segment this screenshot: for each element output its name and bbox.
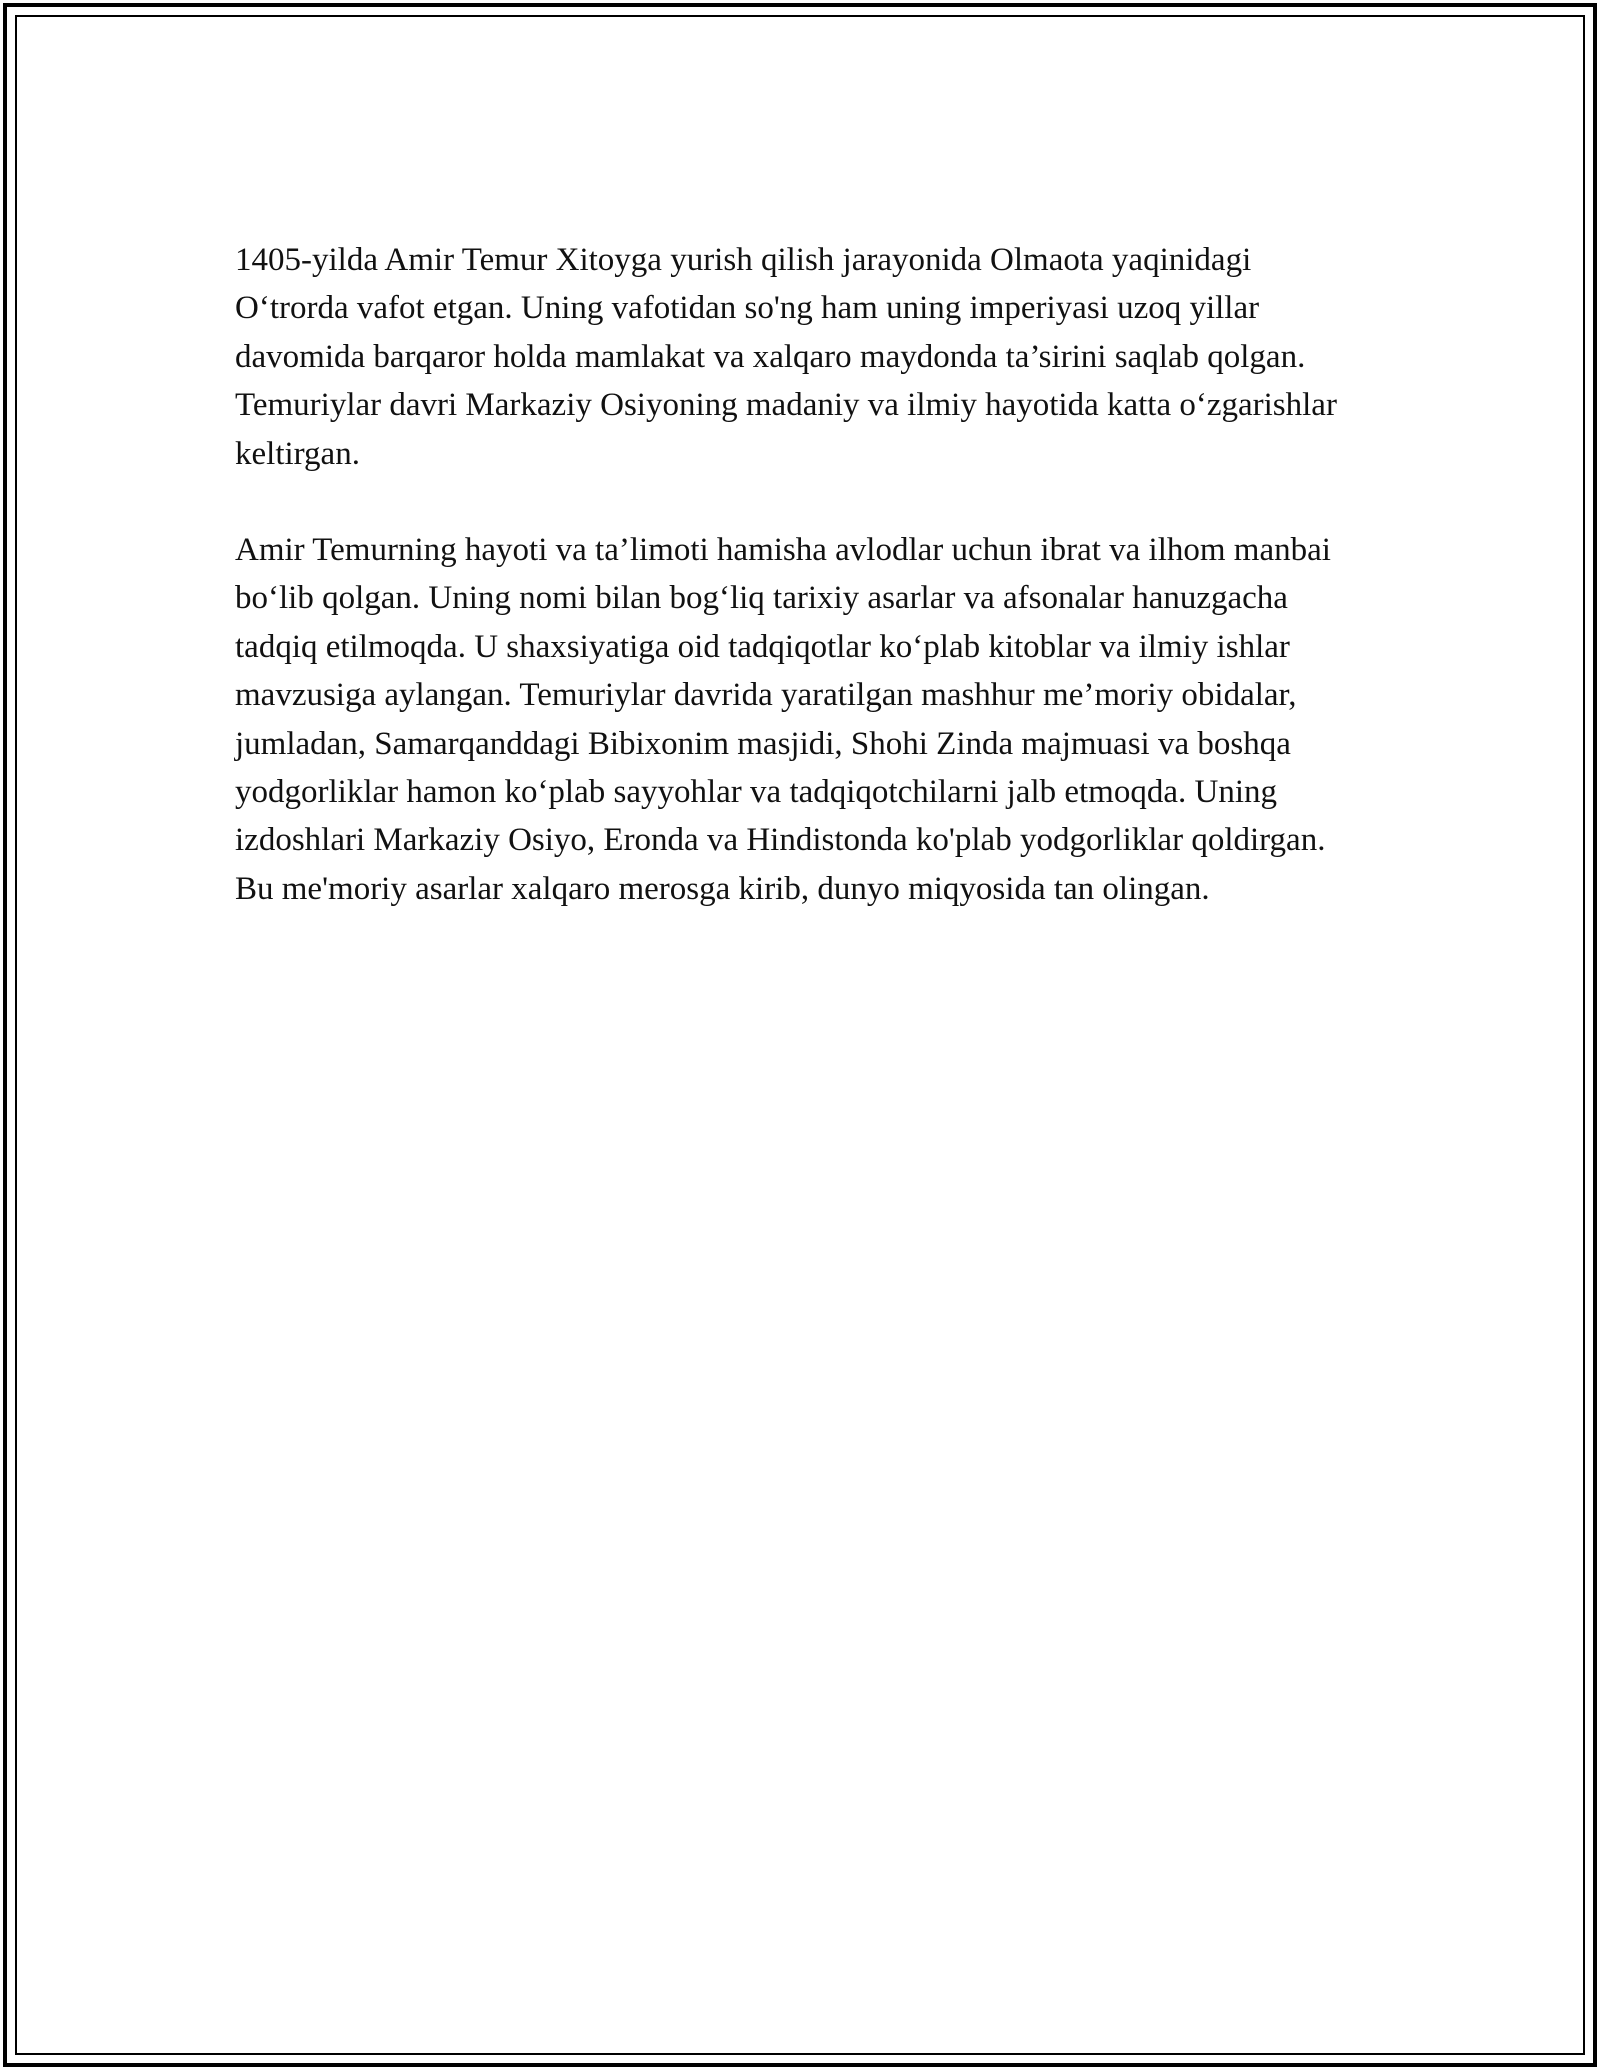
- paragraph-2: Amir Temurning hayoti va ta’limoti hamisha avlodlar uchun ibrat va ilhom manbai bo‘lib qolgan. Uning nomi bilan bog‘liq tarixiy asarlar va afsonalar hanuzgacha tadqiq etilmoqda. U shaxsiyatiga oid tadqiqotlar ko‘plab kitoblar va ilmiy ishlar mavzusiga aylangan. Temuriylar davrida yaratilgan mashhur me’moriy obidalar, jumladan, Samarqanddagi Bibixonim masjidi, Shohi Zinda majmuasi va boshqa yodgorliklar hamon ko‘plab sayyohlar va tadqiqotchilarni jalb etmoqda. Uning izdoshlari Markaziy Osiyo, Eronda va Hindistonda ko'plab yodgorliklar qoldirgan. Bu me'moriy asarlar xalqaro merosga kirib, dunyo miqyosida tan olingan.: [235, 532, 1331, 907]
- paragraph-1: 1405-yilda Amir Temur Xitoyga yurish qilish jarayonida Olmaota yaqinidagi O‘trorda vafot etgan. Uning vafotidan so'ng ham uning imperiyasi uzoq yillar davomida barqaror holda mamlakat va xalqaro maydonda ta’sirini saqlab qolgan. Temuriylar davri Markaziy Osiyoning madaniy va ilmiy hayotida katta o‘zgarishlar keltirgan.: [235, 242, 1337, 472]
- document-body: [235, 236, 1365, 961]
